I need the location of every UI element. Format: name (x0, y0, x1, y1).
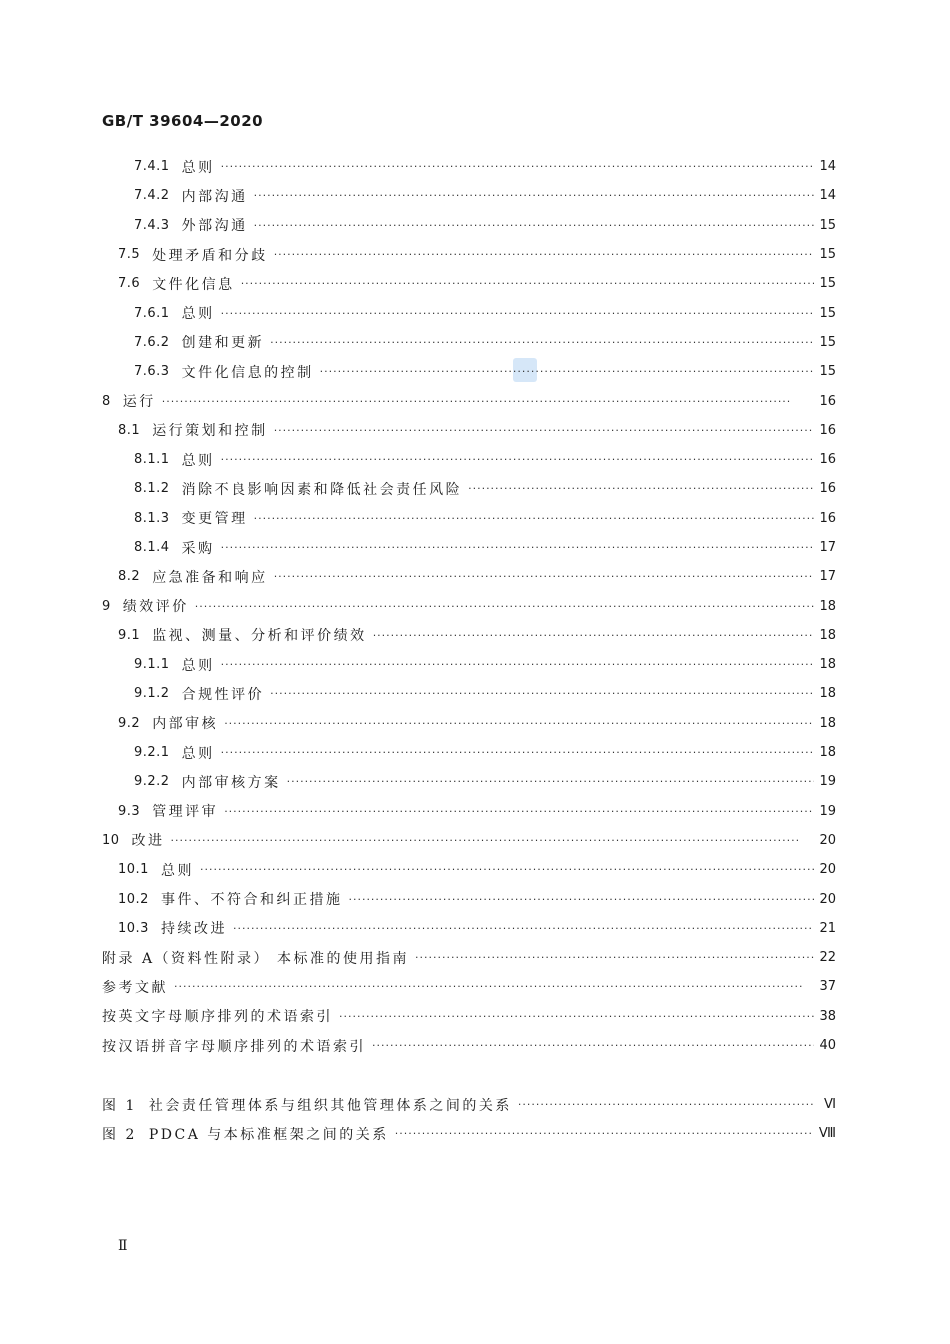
figure-entry-number: 图 2 (102, 1126, 137, 1143)
toc-entry-page: 18 (819, 715, 836, 731)
dot-leader (373, 629, 814, 642)
toc-entry-title: 内部审核方案 (181, 774, 281, 791)
toc-entry-page: 15 (819, 305, 836, 321)
toc-entry[interactable] (102, 1002, 836, 1031)
toc-entry[interactable] (102, 826, 836, 855)
toc-entry-page: 18 (819, 598, 836, 614)
toc-entry-page: 40 (819, 1038, 836, 1054)
toc-entry-number: 9.1.1 (134, 657, 170, 673)
standard-code: GB/T 39604—2020 (102, 112, 264, 130)
toc-entry-number: 7.6.1 (134, 305, 170, 321)
dot-leader (241, 277, 814, 290)
toc-entry[interactable] (102, 269, 836, 298)
dot-leader (221, 453, 814, 466)
toc-entry-title: 应急准备和响应 (152, 569, 268, 586)
toc-entry[interactable] (102, 855, 836, 884)
toc-entry-number: 8.1.3 (134, 510, 170, 526)
toc-entry-page: 18 (819, 686, 836, 702)
toc-entry-page: 19 (819, 774, 836, 790)
toc-entry[interactable] (102, 504, 836, 533)
toc-entry-number: 10.1 (118, 862, 149, 878)
toc-entry-page: 16 (819, 393, 836, 409)
toc-entry-title: 按英文字母顺序排列的术语索引 (102, 1009, 333, 1026)
toc-entry-page: 17 (819, 569, 836, 585)
dot-leader (221, 307, 814, 320)
toc-entry-title: 文件化信息 (152, 276, 235, 293)
toc-entry-number: 7.6 (118, 276, 141, 292)
toc-entry[interactable] (102, 767, 836, 796)
dot-leader (274, 424, 814, 437)
toc-entry-title: 文件化信息的控制 (181, 364, 314, 381)
dot-leader (270, 336, 814, 349)
toc-entry-page: 15 (819, 276, 836, 292)
toc-entry-number: 9.1.2 (134, 686, 170, 702)
toc-entry-number: 7.4.3 (134, 217, 170, 233)
dot-leader (221, 658, 814, 671)
toc-entry-title: 持续改进 (160, 921, 227, 938)
toc-entry[interactable] (102, 914, 836, 943)
toc-entry-title: 内部沟通 (181, 188, 248, 205)
dot-leader (195, 600, 814, 613)
dot-leader (320, 365, 814, 378)
toc-entry-number: 9.3 (118, 803, 141, 819)
toc-entry-title: 管理评审 (152, 804, 219, 821)
toc-entry[interactable] (102, 738, 836, 767)
toc-entry[interactable] (102, 621, 836, 650)
toc-entry-title: 按汉语拼音字母顺序排列的术语索引 (102, 1038, 366, 1055)
toc-entry-number: 8 (102, 393, 111, 409)
dot-leader (233, 922, 814, 935)
toc-entry-title: 运行 (122, 394, 156, 411)
toc-entry-title: 总则 (160, 862, 194, 879)
toc-entry-page: 37 (819, 979, 836, 995)
toc-entry-number: 8.1 (118, 422, 141, 438)
toc-entry-title: 总则 (181, 657, 215, 674)
toc-entry-title: 附录 A（资料性附录） 本标准的使用指南 (102, 950, 410, 967)
toc-entry-page: 17 (819, 540, 836, 555)
figure-list (102, 1090, 836, 1149)
toc-entry-number: 10.3 (118, 920, 149, 936)
toc-entry-page: 19 (819, 803, 836, 819)
toc-entry-page: 16 (819, 510, 836, 526)
dot-leader (254, 512, 814, 525)
toc-entry[interactable] (102, 298, 836, 327)
toc-entry[interactable] (102, 181, 836, 210)
toc-entry-page: 16 (819, 422, 836, 438)
toc-entry-page: 14 (819, 188, 836, 204)
dot-leader (254, 219, 814, 232)
toc-entry-number: 9.2 (118, 715, 141, 731)
toc-entry-number: 8.1.4 (134, 540, 170, 555)
toc-entry[interactable] (102, 152, 836, 181)
toc-entry[interactable] (102, 240, 836, 269)
figure-entry-title: PDCA 与本标准框架之间的关系 (148, 1126, 389, 1143)
toc-entry-title: 采购 (181, 540, 215, 557)
toc-entry-number: 7.5 (118, 247, 141, 263)
toc-entry-page: 16 (819, 481, 836, 497)
toc-entry-page: 20 (819, 862, 836, 878)
toc-entry-title: 总则 (181, 159, 215, 176)
toc-entry-number: 9.2.2 (134, 774, 170, 790)
toc-entry-title: 消除不良影响因素和降低社会责任风险 (181, 481, 463, 498)
toc-entry-number: 10 (102, 832, 120, 848)
page-number: Ⅱ (118, 1238, 128, 1254)
dot-leader (162, 395, 814, 408)
toc-entry-number: 9.2.1 (134, 745, 170, 761)
toc-entry-page: 18 (819, 745, 836, 761)
dot-leader (339, 1010, 814, 1023)
toc-entry[interactable] (102, 591, 836, 620)
toc-entry-number: 7.4.1 (134, 159, 170, 175)
dot-leader (395, 1127, 814, 1140)
toc-entry-title: 内部审核 (152, 716, 219, 733)
dot-leader (348, 893, 814, 906)
toc-entry-title: 改进 (131, 833, 165, 850)
dot-leader (372, 1039, 814, 1052)
dot-leader (518, 1098, 814, 1111)
figure-entry-title: 社会责任管理体系与组织其他管理体系之间的关系 (148, 1097, 512, 1114)
toc-entry-number: 9.1 (118, 627, 141, 643)
toc-entry-page: 15 (819, 364, 836, 380)
toc-entry-page: 18 (819, 627, 836, 643)
toc-entry[interactable] (102, 650, 836, 679)
toc-entry[interactable] (102, 328, 836, 357)
dot-leader (174, 980, 814, 993)
toc-entry-page: 18 (819, 657, 836, 673)
toc-entry-title: 绩效评价 (122, 599, 189, 616)
toc-entry-number: 7.4.2 (134, 188, 170, 204)
toc-entry[interactable] (102, 357, 836, 386)
dot-leader (200, 863, 814, 876)
dot-leader (270, 687, 814, 700)
toc-entry-page: 15 (819, 334, 836, 350)
toc-entry-title: 总则 (181, 745, 215, 762)
toc-entry-page: 20 (819, 891, 836, 907)
dot-leader (274, 570, 814, 583)
toc-entry-page: 21 (819, 920, 836, 936)
toc-entry-page: 15 (819, 247, 836, 263)
toc-entry[interactable] (102, 416, 836, 445)
toc-entry-page: 14 (819, 159, 836, 175)
table-of-contents (102, 152, 836, 1060)
toc-entry-number: 10.2 (118, 891, 149, 907)
figure-entry-page: Ⅵ (824, 1097, 836, 1113)
figure-entry-page: Ⅷ (818, 1126, 836, 1142)
toc-entry[interactable] (102, 797, 836, 826)
toc-entry-title: 外部沟通 (181, 218, 248, 235)
toc-entry-number: 8.2 (118, 569, 141, 585)
toc-entry-title: 参考文献 (102, 979, 168, 996)
toc-entry-title: 变更管理 (181, 511, 248, 528)
dot-leader (221, 160, 814, 173)
figure-entry[interactable] (102, 1119, 836, 1148)
toc-entry[interactable] (102, 884, 836, 913)
dot-leader (415, 951, 814, 964)
toc-entry-number: 7.6.3 (134, 364, 170, 380)
toc-entry[interactable] (102, 533, 836, 562)
toc-entry-page: 22 (819, 950, 836, 966)
toc-entry-title: 合规性评价 (181, 686, 265, 703)
toc-entry-title: 处理矛盾和分歧 (152, 247, 268, 264)
toc-entry[interactable] (102, 445, 836, 474)
toc-entry[interactable] (102, 474, 836, 503)
toc-entry-page: 15 (819, 217, 836, 233)
toc-entry[interactable] (102, 679, 836, 708)
toc-entry-title: 创建和更新 (181, 335, 265, 352)
dot-leader (224, 805, 814, 818)
toc-entry-title: 总则 (181, 452, 215, 469)
toc-entry-page: 16 (819, 452, 836, 468)
toc-entry[interactable] (102, 972, 836, 1001)
toc-entry-title: 总则 (181, 306, 215, 323)
toc-entry[interactable] (102, 1031, 836, 1060)
toc-entry-title: 事件、不符合和纠正措施 (160, 892, 343, 909)
dot-leader (468, 482, 814, 495)
toc-entry-number: 8.1.1 (134, 452, 170, 468)
toc-entry[interactable] (102, 386, 836, 415)
toc-entry[interactable] (102, 943, 836, 972)
dot-leader (224, 717, 814, 730)
toc-entry-number: 9 (102, 598, 111, 614)
toc-entry-number: 7.6.2 (134, 334, 170, 350)
dot-leader (221, 541, 814, 554)
dot-leader (287, 775, 814, 788)
dot-leader (171, 834, 814, 847)
figure-entry[interactable] (102, 1090, 836, 1119)
toc-entry-number: 8.1.2 (134, 481, 170, 497)
toc-entry-page: 38 (819, 1008, 836, 1024)
dot-leader (221, 746, 814, 759)
toc-entry[interactable] (102, 562, 836, 591)
dot-leader (254, 189, 814, 202)
toc-entry-page: 20 (819, 832, 836, 848)
dot-leader (274, 248, 814, 261)
toc-entry-title: 监视、测量、分析和评价绩效 (152, 628, 367, 645)
figure-entry-number: 图 1 (102, 1097, 137, 1114)
toc-entry-title: 运行策划和控制 (152, 423, 268, 440)
toc-entry[interactable] (102, 709, 836, 738)
toc-entry[interactable] (102, 211, 836, 240)
